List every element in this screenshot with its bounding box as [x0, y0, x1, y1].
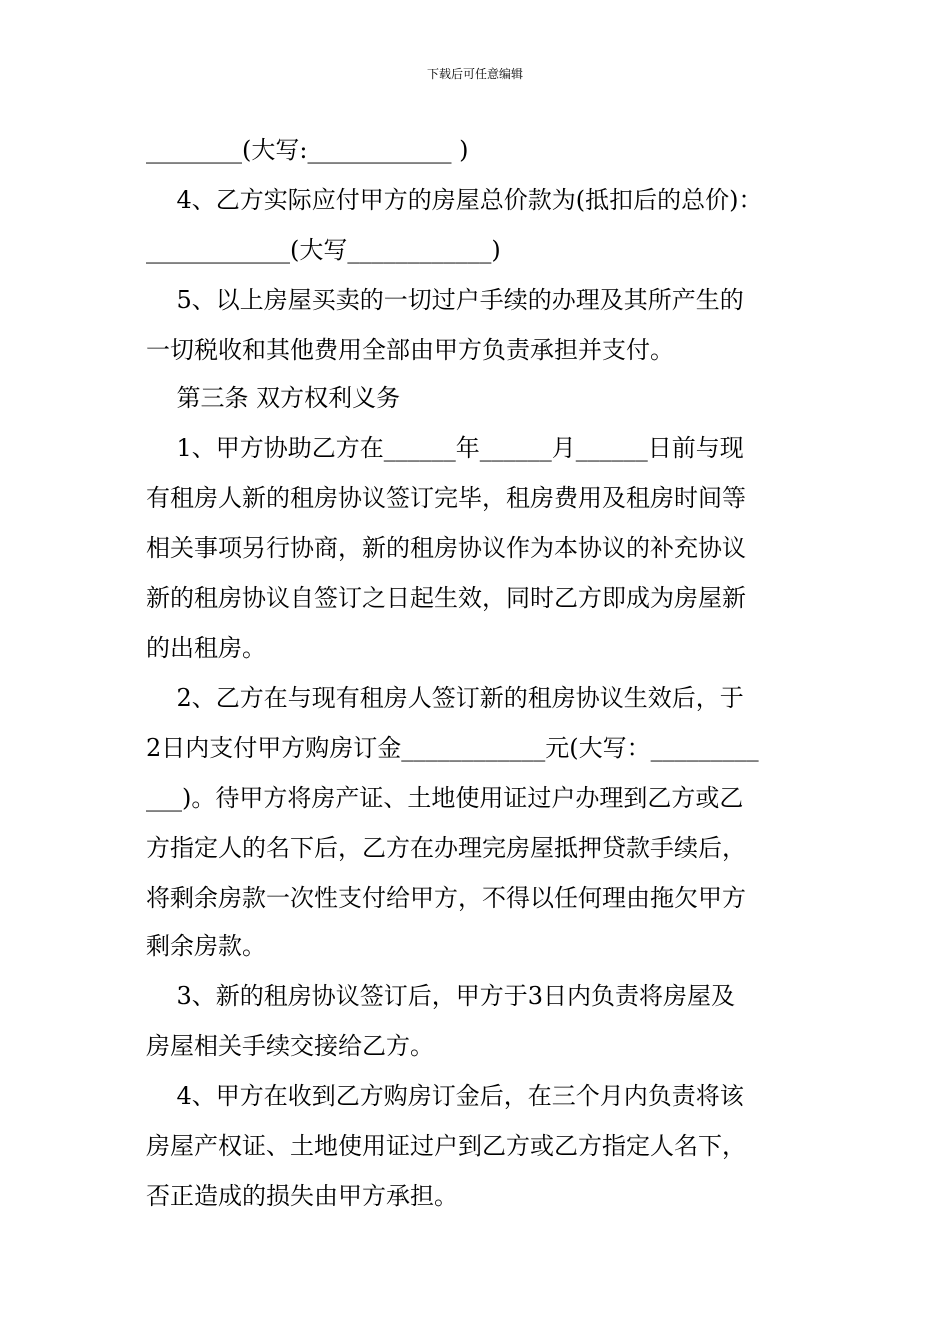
page-header: 下载后可任意编辑: [426, 67, 523, 81]
text-line: 房屋相关手续交接给乙方。: [146, 1032, 434, 1060]
text-line: 2、乙方在与现有租房人签订新的租房协议生效后，于: [146, 684, 744, 712]
text-line: 方指定人的名下后，乙方在办理完房屋抵押贷款手续后，: [146, 834, 746, 862]
text-line: ____________(大写____________): [146, 236, 501, 264]
text-line: 2日内支付甲方购房订金____________元(大写：_________: [146, 734, 759, 762]
text-line: 4、乙方实际应付甲方的房屋总价款为(抵扣后的总价)：: [146, 186, 763, 214]
text-line: ___)。待甲方将房产证、土地使用证过户办理到乙方或乙: [146, 784, 744, 812]
text-line: ________(大写:____________ ): [146, 136, 469, 164]
text-line: 否正造成的损失由甲方承担。: [146, 1182, 458, 1210]
text-line: 相关事项另行协商，新的租房协议作为本协议的补充协议: [146, 534, 746, 562]
text-line: 的出租房。: [146, 634, 266, 662]
text-line: 1、甲方协助乙方在______年______月______日前与现: [146, 434, 744, 462]
text-line: 一切税收和其他费用全部由甲方负责承担并支付。: [146, 336, 674, 364]
text-line: 3、新的租房协议签订后，甲方于3日内负责将房屋及: [146, 982, 736, 1010]
text-line: 有租房人新的租房协议签订完毕，租房费用及租房时间等: [146, 484, 746, 512]
text-line: 将剩余房款一次性支付给甲方，不得以任何理由拖欠甲方: [146, 884, 746, 912]
text-line: 房屋产权证、土地使用证过户到乙方或乙方指定人名下，: [146, 1132, 746, 1160]
text-line: 5、以上房屋买卖的一切过户手续的办理及其所产生的: [146, 286, 744, 314]
section-heading: 第三条 双方权利义务: [146, 384, 401, 412]
text-line: 新的租房协议自签订之日起生效，同时乙方即成为房屋新: [146, 584, 746, 612]
text-line: 4、甲方在收到乙方购房订金后，在三个月内负责将该: [146, 1082, 744, 1110]
text-line: 剩余房款。: [146, 932, 266, 960]
